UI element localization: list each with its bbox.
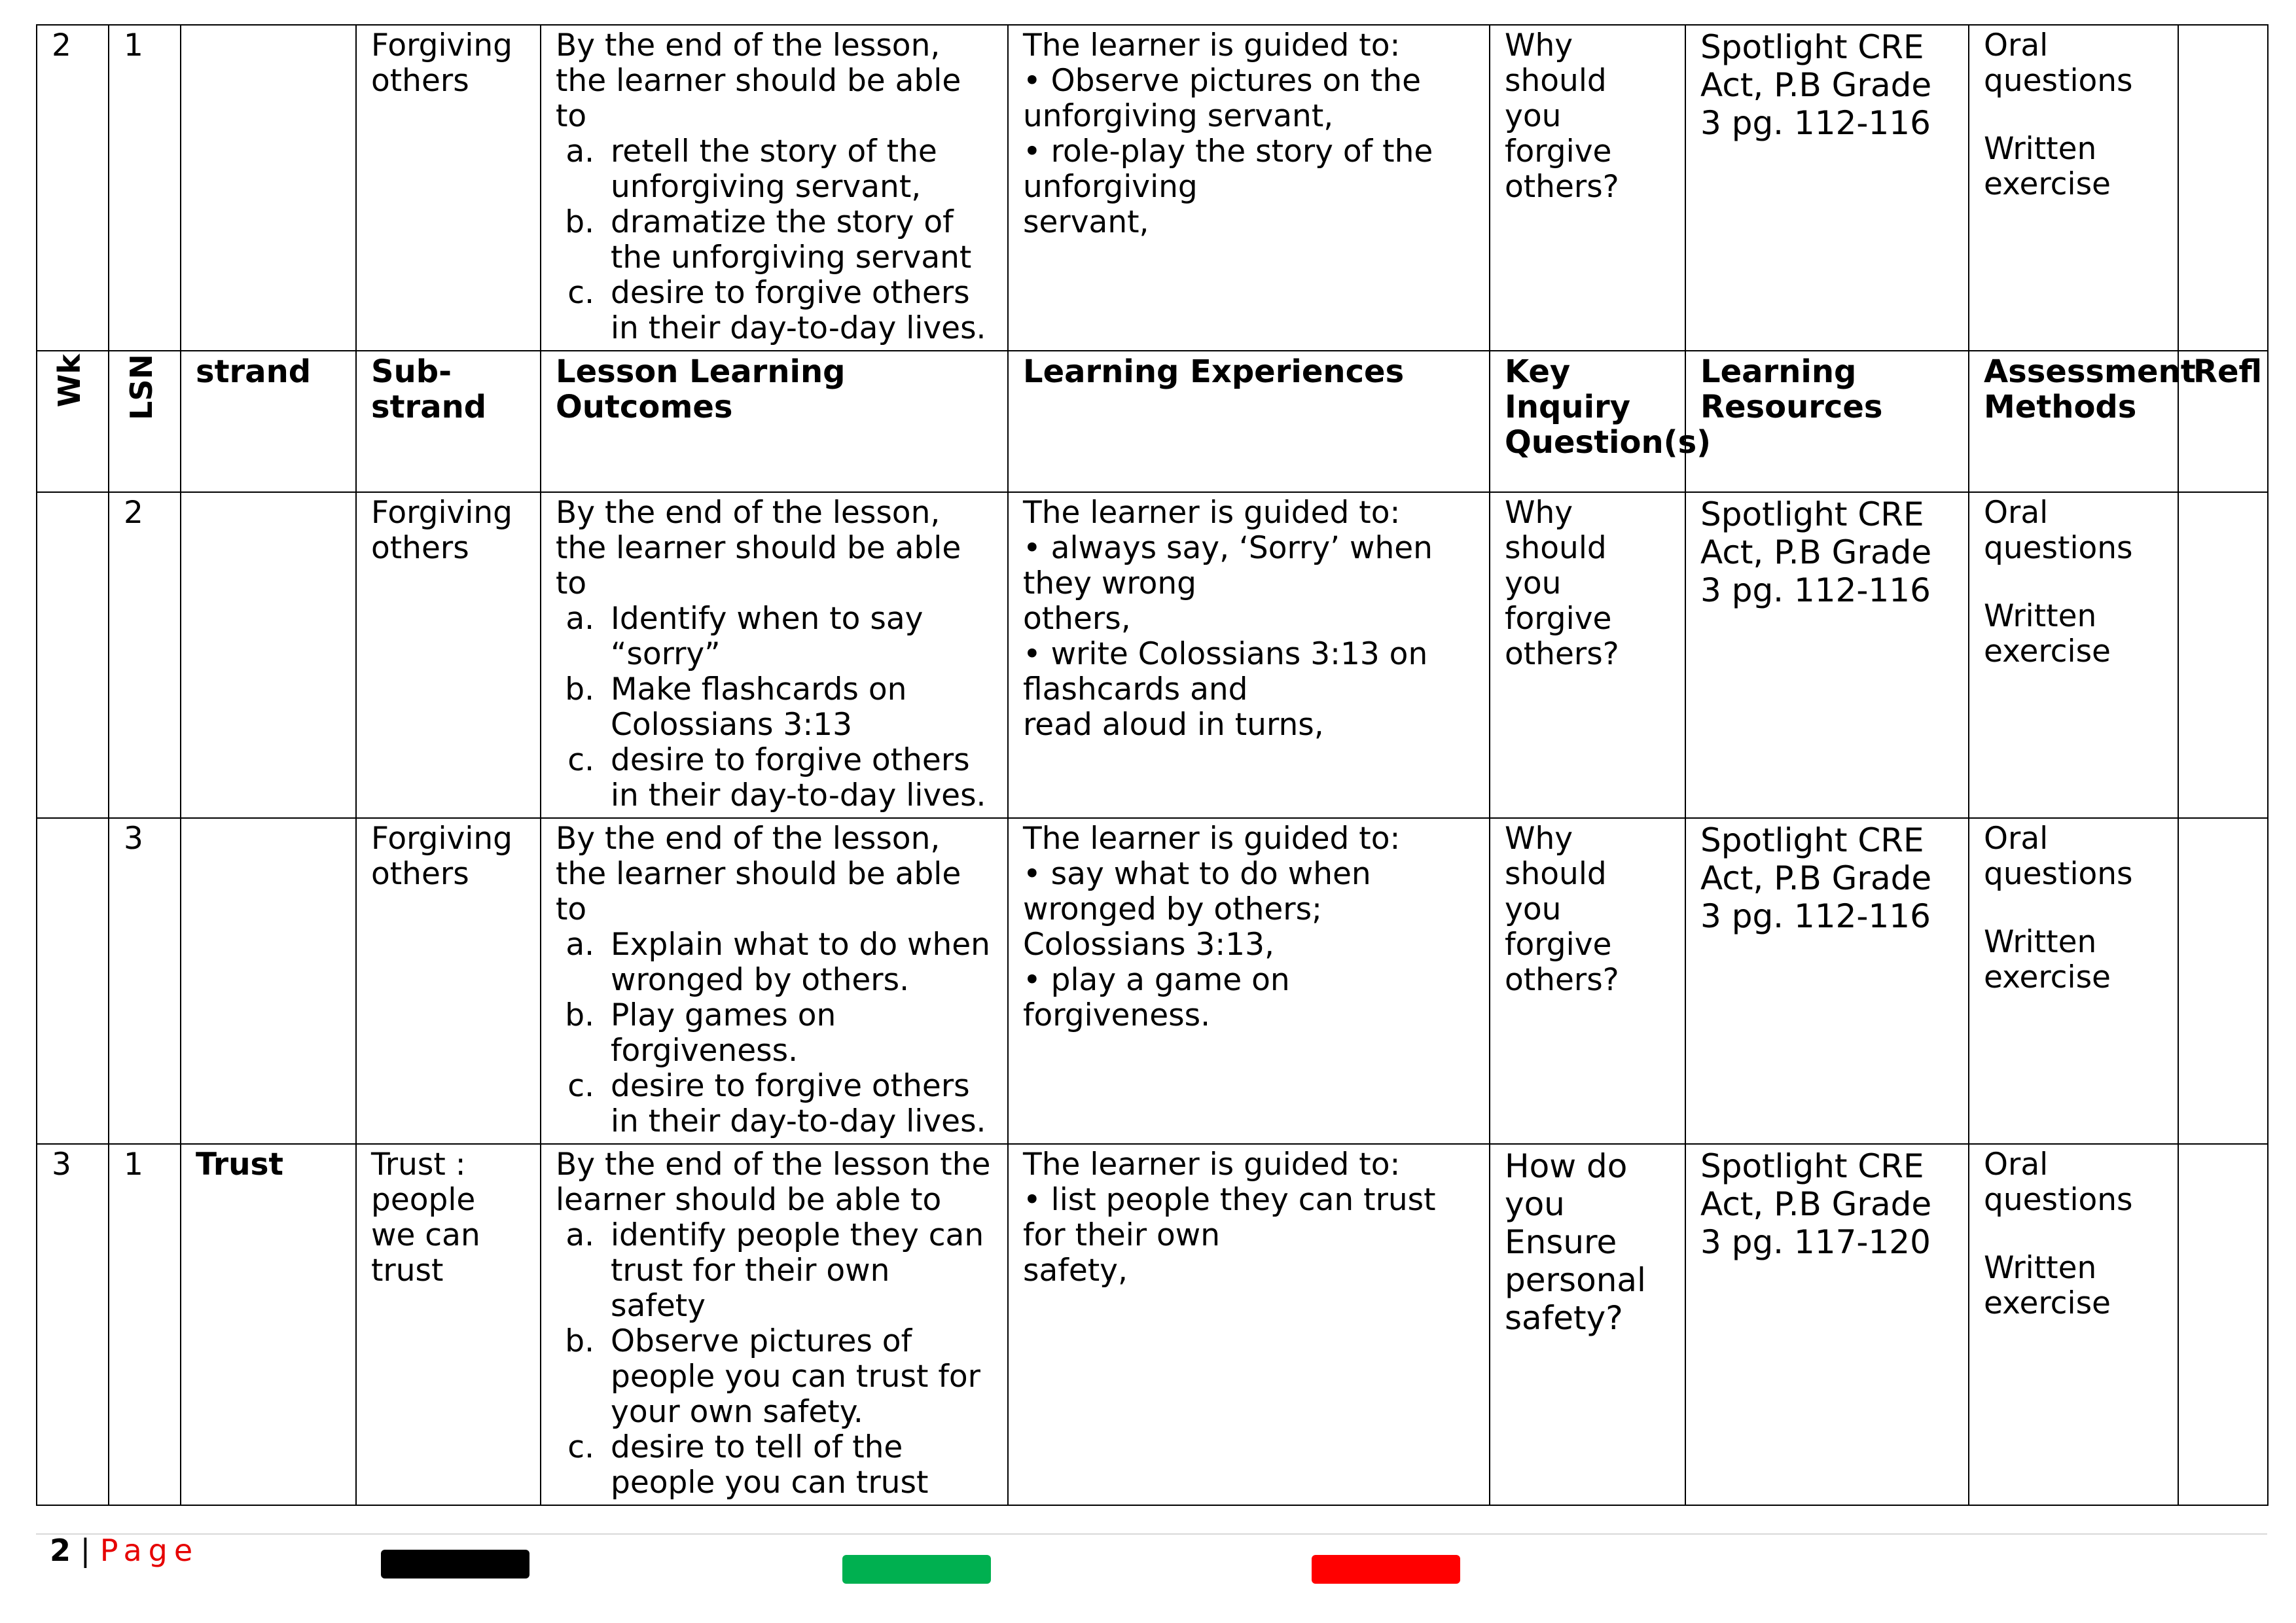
table-row — [37, 25, 2268, 351]
outcome-list — [556, 927, 994, 1139]
experiences-cell — [1008, 818, 1490, 1144]
strand-cell: Trust — [181, 1144, 356, 1505]
strand-cell — [181, 818, 356, 1144]
experience-line: • play a game on forgiveness. — [1023, 962, 1290, 1033]
experience-line: • role-play the story of the unforgiving — [1023, 134, 1433, 205]
experience-line: The learner is guided to: — [1023, 1147, 1401, 1183]
outcome-item: b. dramatize the story of the unforgiving servant — [604, 205, 994, 276]
experience-line: • write Colossians 3:13 on flashcards and — [1023, 636, 1428, 707]
header-strand: strand — [181, 351, 356, 492]
assessment-cell — [1969, 818, 2178, 1144]
experiences-cell — [1008, 492, 1490, 818]
experience-line: • always say, ‘Sorry’ when they wrong — [1023, 530, 1433, 601]
outcomes-cell — [541, 1144, 1008, 1505]
lesson-number-cell: 1 — [109, 1144, 181, 1505]
strand-cell — [181, 492, 356, 818]
header-substrand: Sub-strand — [356, 351, 541, 492]
assessment-line: Written exercise — [1984, 1250, 2111, 1321]
assessment-cell — [1969, 25, 2178, 351]
outcome-item: c. desire to forgive others in their day-to-day lives. — [604, 1069, 994, 1139]
reflection-cell — [2178, 492, 2268, 818]
experience-line: The learner is guided to: — [1023, 27, 1401, 63]
lesson-number-cell: 1 — [109, 25, 181, 351]
outcome-intro: By the end of the lesson, the learner should be able to — [556, 821, 961, 927]
experience-line: The learner is guided to: — [1023, 821, 1401, 857]
substrand-cell: Trust : people we can trust — [356, 1144, 541, 1505]
assessment-line: Written exercise — [1984, 598, 2111, 669]
outcome-item: b. Make flashcards on Colossians 3:13 — [604, 672, 994, 743]
inquiry-cell: Why should you forgive others? — [1490, 492, 1685, 818]
header-experiences: Learning Experiences — [1008, 351, 1490, 492]
assessment-line: Oral questions — [1984, 27, 2133, 99]
week-cell: 3 — [37, 1144, 109, 1505]
assessment-line: Oral questions — [1984, 821, 2133, 892]
experience-line: • list people they can trust for their own — [1023, 1182, 1436, 1253]
experience-line: • say what to do when wronged by others; Colossians 3:13, — [1023, 856, 1371, 963]
substrand-cell: Forgiving others — [356, 492, 541, 818]
outcome-intro: By the end of the lesson, the learner should be able to — [556, 495, 961, 601]
outcomes-cell — [541, 818, 1008, 1144]
outcome-item: a. identify people they can trust for their own safety — [604, 1218, 994, 1324]
outcome-item: c. desire to forgive others in their day-to-day lives. — [604, 276, 994, 346]
scheme-of-work-table — [36, 24, 2269, 1506]
header-wk-label: Wk — [52, 354, 87, 408]
experience-line: read aloud in turns, — [1023, 707, 1324, 743]
header-lsn-label: LSN — [124, 354, 159, 420]
table-row — [37, 818, 2268, 1144]
assessment-cell — [1969, 492, 2178, 818]
table-row — [37, 1144, 2268, 1505]
red-bar — [1312, 1555, 1460, 1584]
week-cell — [37, 818, 109, 1144]
header-reflection: Refl — [2178, 351, 2268, 492]
reflection-cell — [2178, 818, 2268, 1144]
header-lsn — [109, 351, 181, 492]
assessment-line: Written exercise — [1984, 924, 2111, 995]
outcome-item: a. Identify when to say “sorry” — [604, 601, 994, 672]
experiences-cell — [1008, 1144, 1490, 1505]
header-assessment: Assessment Methods — [1969, 351, 2178, 492]
outcome-item: a. retell the story of the unforgiving servant, — [604, 134, 994, 205]
header-inquiry: Key Inquiry Question(s) — [1490, 351, 1685, 492]
page-number: 2 — [50, 1533, 71, 1568]
footer-divider — [36, 1533, 2267, 1535]
experience-line: others, — [1023, 601, 1131, 637]
outcome-item: a. Explain what to do when wronged by others. — [604, 927, 994, 998]
reflection-cell — [2178, 25, 2268, 351]
outcome-intro: By the end of the lesson the learner should be able to — [556, 1147, 991, 1218]
header-wk — [37, 351, 109, 492]
inquiry-cell: Why should you forgive others? — [1490, 818, 1685, 1144]
outcome-intro: By the end of the lesson, the learner should be able to — [556, 27, 961, 134]
inquiry-cell: Why should you forgive others? — [1490, 25, 1685, 351]
assessment-cell — [1969, 1144, 2178, 1505]
header-outcomes: Lesson Learning Outcomes — [541, 351, 1008, 492]
lesson-number-cell: 2 — [109, 492, 181, 818]
experience-line: • Observe pictures on the unforgiving servant, — [1023, 63, 1422, 134]
experience-line: The learner is guided to: — [1023, 495, 1401, 531]
week-cell: 2 — [37, 25, 109, 351]
outcome-item: c. desire to forgive others in their day-to-day lives. — [604, 743, 994, 813]
outcome-item: b. Observe pictures of people you can trust for your own safety. — [604, 1324, 994, 1430]
page-word: Page — [99, 1533, 200, 1568]
resources-cell: Spotlight CRE Act, P.B Grade 3 pg. 112-116 — [1685, 818, 1969, 1144]
page-separator: | — [80, 1533, 91, 1568]
reflection-cell — [2178, 1144, 2268, 1505]
table-header-row — [37, 351, 2268, 492]
page-footer — [50, 1533, 199, 1568]
experiences-cell — [1008, 25, 1490, 351]
table-row — [37, 492, 2268, 818]
assessment-line: Written exercise — [1984, 131, 2111, 202]
assessment-line: Oral questions — [1984, 1147, 2133, 1218]
outcomes-cell — [541, 492, 1008, 818]
resources-cell: Spotlight CRE Act, P.B Grade 3 pg. 112-116 — [1685, 25, 1969, 351]
green-bar — [842, 1555, 991, 1584]
week-cell — [37, 492, 109, 818]
outcome-list — [556, 134, 994, 346]
strand-cell — [181, 25, 356, 351]
assessment-line: Oral questions — [1984, 495, 2133, 566]
experience-line: safety, — [1023, 1253, 1128, 1289]
inquiry-cell: How do you Ensure personal safety? — [1490, 1144, 1685, 1505]
resources-cell: Spotlight CRE Act, P.B Grade 3 pg. 112-116 — [1685, 492, 1969, 818]
experience-line: servant, — [1023, 204, 1149, 240]
outcome-list — [556, 1218, 994, 1501]
header-resources: Learning Resources — [1685, 351, 1969, 492]
lesson-number-cell: 3 — [109, 818, 181, 1144]
outcomes-cell — [541, 25, 1008, 351]
outcome-item: c. desire to tell of the people you can trust — [604, 1430, 994, 1501]
black-bar — [381, 1550, 529, 1578]
substrand-cell: Forgiving others — [356, 818, 541, 1144]
outcome-list — [556, 601, 994, 813]
outcome-item: b. Play games on forgiveness. — [604, 998, 994, 1069]
substrand-cell: Forgiving others — [356, 25, 541, 351]
resources-cell: Spotlight CRE Act, P.B Grade 3 pg. 117-120 — [1685, 1144, 1969, 1505]
